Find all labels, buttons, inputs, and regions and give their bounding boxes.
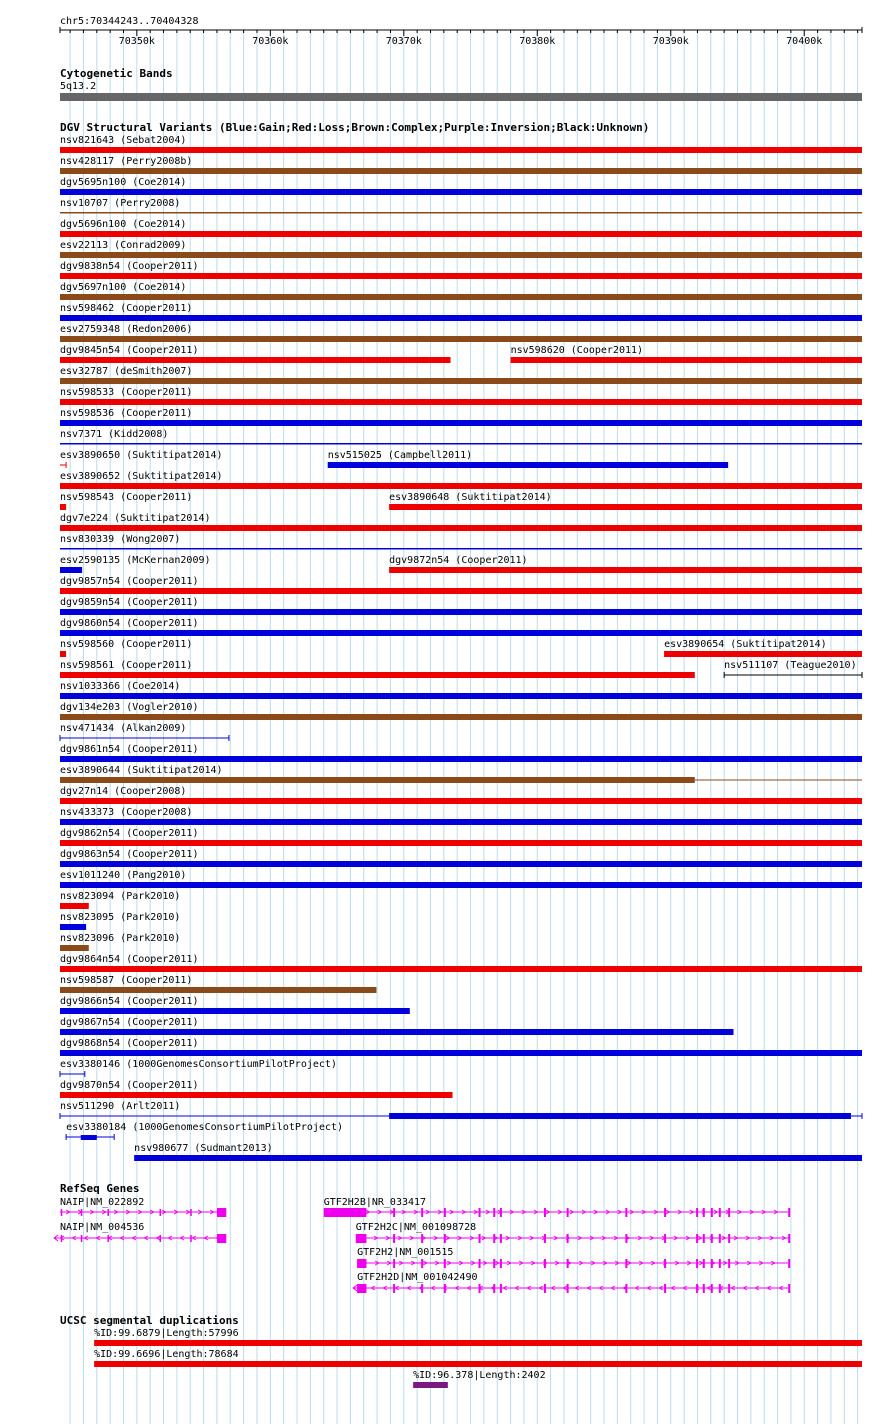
gene-exon <box>500 1234 502 1243</box>
variant-label: nsv598543 (Cooper2011) <box>60 492 193 503</box>
variant-bar <box>60 525 862 531</box>
gene-exon <box>544 1284 546 1293</box>
gene-exon <box>711 1259 713 1268</box>
variant-bar <box>60 714 862 720</box>
variant-bar <box>389 1113 851 1119</box>
variant-label: esv2759348 (Redon2006) <box>60 324 193 335</box>
variant-bar <box>60 357 451 363</box>
gene-exon <box>421 1259 423 1268</box>
variant-bar <box>60 336 862 342</box>
variant-label: nsv980677 (Sudmant2013) <box>134 1143 273 1154</box>
gene-exon <box>479 1234 481 1243</box>
gene-exon <box>493 1284 495 1293</box>
gene-exon <box>357 1259 366 1268</box>
variant-label: dgv9838n54 (Cooper2011) <box>60 261 199 272</box>
variant-label: dgv5696n100 (Coe2014) <box>60 219 187 230</box>
variant-bar <box>60 504 66 510</box>
variant-label: nsv428117 (Perry2008b) <box>60 156 193 167</box>
gene-exon <box>190 1235 192 1242</box>
gene-exon <box>788 1259 790 1268</box>
gene-exon <box>61 1209 63 1216</box>
gene-exon <box>160 1209 162 1216</box>
variant-bar <box>60 987 376 993</box>
variant-label: nsv471434 (Alkan2009) <box>60 723 187 734</box>
variant-bar <box>60 966 862 972</box>
variant-label: dgv27n14 (Cooper2008) <box>60 786 187 797</box>
gene-exon <box>107 1235 109 1242</box>
variant-label: dgv9845n54 (Cooper2011) <box>60 345 199 356</box>
variant-bar <box>60 651 66 657</box>
gene-exon <box>444 1259 446 1268</box>
variant-bar <box>134 1155 862 1161</box>
variant-label: dgv9868n54 (Cooper2011) <box>60 1038 199 1049</box>
ruler-tick-label: 70360k <box>252 36 289 47</box>
gene-exon <box>567 1284 569 1293</box>
variant-label: nsv433373 (Cooper2008) <box>60 807 193 818</box>
variant-bar <box>328 462 728 468</box>
variant-bar <box>60 861 862 867</box>
gene-exon <box>719 1234 721 1243</box>
variant-bar <box>60 798 862 804</box>
gene-exon <box>567 1208 569 1217</box>
segdup-label: %ID:96.378|Length:2402 <box>413 1370 546 1381</box>
gene-exon <box>81 1209 83 1216</box>
gene-exon <box>160 1235 162 1242</box>
variant-label: nsv598620 (Cooper2011) <box>510 345 644 356</box>
cytoband-bar <box>60 93 862 101</box>
variant-bar <box>60 777 695 783</box>
gene-exon <box>324 1208 367 1217</box>
gene-exon <box>711 1208 713 1217</box>
variant-label: esv3380184 (1000GenomesConsortiumPilotProject) <box>66 1122 344 1133</box>
gene-exon <box>625 1284 627 1293</box>
gene-exon <box>544 1208 546 1217</box>
gene-exon <box>719 1259 721 1268</box>
gene-exon <box>356 1234 367 1243</box>
variant-bar <box>81 1135 97 1140</box>
variant-label: dgv9863n54 (Cooper2011) <box>60 849 199 860</box>
gene-exon <box>703 1234 705 1243</box>
variant-bar <box>60 1008 410 1014</box>
gene-exon <box>393 1208 395 1217</box>
variant-bar <box>60 294 862 300</box>
variant-bar <box>60 567 82 573</box>
variant-label: nsv823095 (Park2010) <box>60 912 181 923</box>
variant-label: dgv9859n54 (Cooper2011) <box>60 597 199 608</box>
variant-label: esv3890652 (Suktitipat2014) <box>60 471 223 482</box>
gene-exon <box>703 1284 705 1293</box>
gene-label: NAIP|NM_004536 <box>60 1222 145 1233</box>
gene-label: GTF2H2|NM_001515 <box>357 1247 454 1258</box>
ruler-tick-label: 70380k <box>519 36 556 47</box>
gene-exon <box>703 1259 705 1268</box>
variant-bar <box>511 357 862 363</box>
gene-exon <box>788 1234 790 1243</box>
gene-exon <box>719 1208 721 1217</box>
variant-label: nsv821643 (Sebat2004) <box>60 135 187 146</box>
gene-exon <box>107 1209 109 1216</box>
refseq-track-title: RefSeq Genes <box>60 1182 140 1195</box>
gene-exon <box>217 1208 226 1217</box>
gene-exon <box>493 1259 495 1268</box>
variant-label: nsv823096 (Park2010) <box>60 933 181 944</box>
gene-exon <box>711 1284 713 1293</box>
variant-label: esv3890644 (Suktitipat2014) <box>60 765 223 776</box>
variant-label: nsv598462 (Cooper2011) <box>60 303 193 314</box>
gene-exon <box>567 1259 569 1268</box>
variant-bar <box>60 672 695 678</box>
variant-bar <box>60 903 89 909</box>
variant-label: dgv9864n54 (Cooper2011) <box>60 954 199 965</box>
ruler-tick-label: 70390k <box>652 36 689 47</box>
variant-label: dgv9872n54 (Cooper2011) <box>389 555 528 566</box>
gene-exon <box>625 1208 627 1217</box>
gene-exon <box>393 1259 395 1268</box>
variant-bar <box>60 231 862 237</box>
variant-line <box>60 212 862 214</box>
segdup-bar <box>413 1382 448 1388</box>
gene-exon <box>479 1284 481 1293</box>
variant-label: nsv598561 (Cooper2011) <box>60 660 193 671</box>
variant-bar <box>60 756 862 762</box>
variant-label: nsv598560 (Cooper2011) <box>60 639 193 650</box>
gene-exon <box>500 1284 502 1293</box>
gene-label: GTF2H2D|NM_001042490 <box>357 1272 478 1283</box>
variant-label: dgv7e224 (Suktitipat2014) <box>60 513 211 524</box>
variant-bar <box>60 1092 453 1098</box>
gene-exon <box>444 1208 446 1217</box>
gene-exon <box>696 1259 698 1268</box>
variant-label: nsv598587 (Cooper2011) <box>60 975 193 986</box>
variant-label: dgv5695n100 (Coe2014) <box>60 177 187 188</box>
variant-bar <box>60 1029 733 1035</box>
variant-bar <box>60 630 862 636</box>
gene-exon <box>479 1259 481 1268</box>
variant-label: esv2590135 (McKernan2009) <box>60 555 211 566</box>
segdup-bar <box>94 1340 862 1346</box>
gene-exon <box>728 1284 730 1293</box>
gene-exon <box>696 1208 698 1217</box>
gene-exon <box>703 1208 705 1217</box>
gene-exon <box>719 1284 721 1293</box>
variant-label: dgv9861n54 (Cooper2011) <box>60 744 199 755</box>
variant-bar <box>60 1050 862 1056</box>
variant-label: esv22113 (Conrad2009) <box>60 240 187 251</box>
variant-label: dgv9862n54 (Cooper2011) <box>60 828 199 839</box>
variant-bar <box>60 399 862 405</box>
gene-exon <box>788 1208 790 1217</box>
segdup-bar <box>94 1361 862 1367</box>
gene-exon <box>664 1234 666 1243</box>
variant-label: nsv511107 (Teague2010) <box>724 660 857 671</box>
variant-bar <box>60 693 862 699</box>
gene-exon <box>61 1235 63 1242</box>
gene-exon <box>444 1234 446 1243</box>
variant-label: dgv9860n54 (Cooper2011) <box>60 618 199 629</box>
variant-bar <box>60 147 862 153</box>
gene-exon <box>788 1284 790 1293</box>
variant-bar <box>60 819 862 825</box>
variant-label: nsv10707 (Perry2008) <box>60 198 181 209</box>
variant-bar <box>60 483 862 489</box>
variant-label: esv1011240 (Pang2010) <box>60 870 187 881</box>
gene-exon <box>479 1208 481 1217</box>
gene-exon <box>711 1234 713 1243</box>
gene-exon <box>493 1234 495 1243</box>
segdup-label: %ID:99.6696|Length:78684 <box>94 1349 239 1360</box>
gene-exon <box>625 1234 627 1243</box>
variant-bar <box>60 945 89 951</box>
gene-exon <box>421 1284 423 1293</box>
cytoband-track-title: Cytogenetic Bands <box>60 67 173 80</box>
gene-exon <box>444 1284 446 1293</box>
gene-exon <box>728 1208 730 1217</box>
variant-bar <box>664 651 862 657</box>
gene-exon <box>728 1234 730 1243</box>
gene-exon <box>728 1259 730 1268</box>
gene-label: GTF2H2B|NR_033417 <box>323 1197 427 1208</box>
gene-exon <box>393 1234 395 1243</box>
variant-bar <box>60 882 862 888</box>
variant-bar <box>60 252 862 258</box>
gene-exon <box>664 1208 666 1217</box>
variant-label: dgv9870n54 (Cooper2011) <box>60 1080 199 1091</box>
variant-label: nsv830339 (Wong2007) <box>60 534 181 545</box>
variant-bar <box>60 588 862 594</box>
variant-label: nsv515025 (Campbell2011) <box>327 450 473 461</box>
gene-exon <box>357 1284 366 1293</box>
gene-exon <box>664 1284 666 1293</box>
variant-bar <box>60 378 862 384</box>
variant-bar <box>60 924 86 930</box>
gene-exon <box>664 1259 666 1268</box>
gene-exon <box>625 1259 627 1268</box>
gene-exon <box>190 1209 192 1216</box>
segdup-track-title: UCSC segmental duplications <box>60 1314 239 1327</box>
ruler-tick-label: 70370k <box>385 36 422 47</box>
variant-bar <box>60 420 862 426</box>
gene-exon <box>500 1208 502 1217</box>
variant-bar <box>60 840 862 846</box>
region-label: chr5:70344243..70404328 <box>60 16 199 27</box>
variant-bar <box>60 168 862 174</box>
gene-exon <box>544 1234 546 1243</box>
variant-bar <box>60 315 862 321</box>
variant-label: esv3890650 (Suktitipat2014) <box>60 450 223 461</box>
variant-label: esv3890648 (Suktitipat2014) <box>389 492 552 503</box>
variant-bar <box>389 504 862 510</box>
variant-label: dgv134e203 (Vogler2010) <box>60 702 199 713</box>
variant-label: dgv9857n54 (Cooper2011) <box>60 576 199 587</box>
gene-exon <box>81 1235 83 1242</box>
gene-exon <box>696 1284 698 1293</box>
variant-bar <box>389 567 862 573</box>
segdup-label: %ID:99.6879|Length:57996 <box>94 1328 239 1339</box>
variant-label: nsv823094 (Park2010) <box>60 891 181 902</box>
gene-exon <box>421 1208 423 1217</box>
gene-exon <box>567 1234 569 1243</box>
gene-exon <box>493 1208 495 1217</box>
dgv-track-title: DGV Structural Variants (Blue:Gain;Red:Loss;Brown:Complex;Purple:Inversion;Black:Unknown) <box>60 121 650 134</box>
gene-exon <box>696 1234 698 1243</box>
gene-exon <box>544 1259 546 1268</box>
gene-label: GTF2H2C|NM_001098728 <box>355 1222 477 1233</box>
variant-line <box>60 443 862 445</box>
variant-bar <box>60 189 862 195</box>
variant-label: nsv7371 (Kidd2008) <box>60 429 169 440</box>
gene-exon <box>393 1284 395 1293</box>
ruler-tick-label: 70350k <box>118 36 155 47</box>
gene-exon <box>217 1234 226 1243</box>
cytoband-label: 5q13.2 <box>60 81 97 92</box>
variant-label: esv3380146 (1000GenomesConsortiumPilotProject) <box>60 1059 337 1070</box>
variant-label: dgv9866n54 (Cooper2011) <box>60 996 199 1007</box>
ruler-tick-label: 70400k <box>786 36 823 47</box>
variant-label: nsv1033366 (Coe2014) <box>60 681 181 692</box>
variant-label: esv3890654 (Suktitipat2014) <box>664 639 827 650</box>
variant-line <box>60 548 862 550</box>
variant-label: nsv511290 (Arlt2011) <box>60 1101 181 1112</box>
variant-label: nsv598533 (Cooper2011) <box>60 387 193 398</box>
gene-label: NAIP|NM_022892 <box>60 1197 145 1208</box>
variant-label: dgv5697n100 (Coe2014) <box>60 282 187 293</box>
variant-bar <box>60 273 862 279</box>
gene-exon <box>500 1259 502 1268</box>
variant-bar <box>60 609 862 615</box>
gene-exon <box>421 1234 423 1243</box>
variant-label: nsv598536 (Cooper2011) <box>60 408 193 419</box>
variant-label: esv32787 (deSmith2007) <box>60 366 193 377</box>
variant-label: dgv9867n54 (Cooper2011) <box>60 1017 199 1028</box>
